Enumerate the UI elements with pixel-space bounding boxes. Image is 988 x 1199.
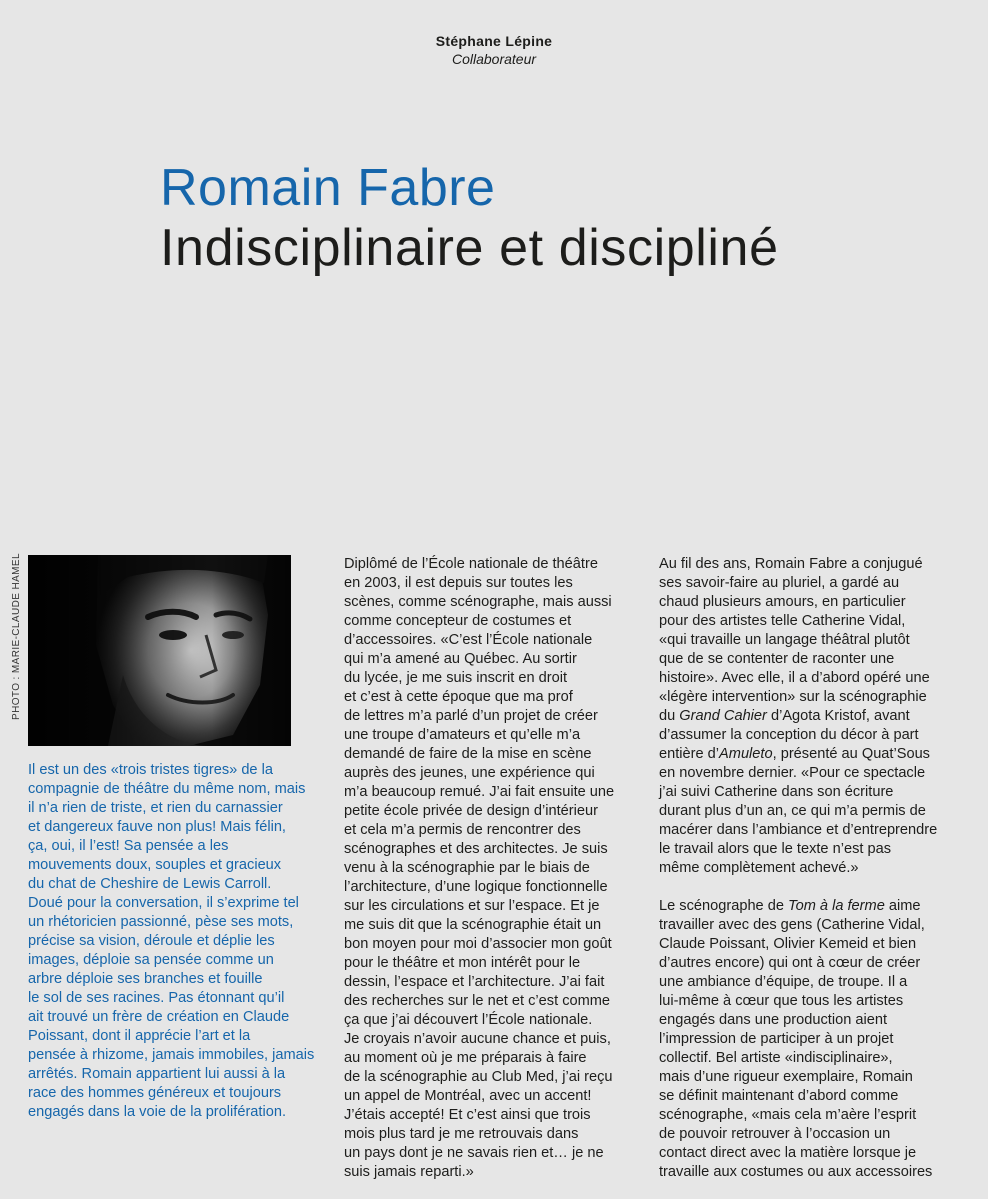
body-line	[659, 897, 964, 916]
body-line: ses savoir-faire au pluriel, a gardé au	[659, 575, 900, 591]
body-line: bon moyen pour moi d’associer mon goût	[344, 936, 612, 952]
body-line: chaud plusieurs amours, en particulier	[659, 594, 906, 610]
body-line: durant plus d’un an, ce qui m’a permis de	[659, 803, 926, 819]
title-name: Romain Fabre	[160, 159, 496, 217]
portrait-illustration	[28, 555, 291, 746]
intro-line: il n’a rien de triste, et rien du carnassier	[28, 800, 283, 816]
body-line: d’assumer la conception du décor à part	[659, 727, 919, 743]
body-line: suis jamais reparti.»	[344, 1164, 474, 1180]
body-line: mais d’une rigueur exemplaire, Romain	[659, 1069, 913, 1085]
intro-line: Il est un des «trois tristes tigres» de la	[28, 762, 273, 778]
body-line: du lycée, je me suis inscrit en droit	[344, 670, 568, 686]
body-line: l’impression de participer à un projet	[659, 1031, 894, 1047]
body-text: entière d’	[659, 746, 720, 762]
body-line: Je croyais n’avoir aucune chance et puis,	[344, 1031, 611, 1047]
intro-line: engagés dans la voie de la prolifération.	[28, 1104, 286, 1120]
body-line: venu à la scénographie par le biais de	[344, 860, 590, 876]
work-title: Grand Cahier	[679, 708, 767, 724]
intro-line: ait trouvé un frère de création en Claude	[28, 1009, 290, 1025]
work-title: Amuleto	[719, 746, 773, 762]
body-line: demandé de faire de la mise en scène	[344, 746, 592, 762]
body-line: lui-même à cœur que tous les artistes	[659, 993, 904, 1009]
body-line: qui m’a amené au Québec. Au sortir	[344, 651, 577, 667]
work-title: Tom à la ferme	[788, 898, 885, 914]
body-line: ça que j’ai découvert l’École nationale.	[344, 1012, 593, 1028]
body-line: même complètement achevé.»	[659, 860, 859, 876]
body-line: une troupe d’amateurs et qu’elle m’a	[344, 727, 581, 743]
body-line: d’autres encore) qui ont à cœur de créer	[659, 955, 921, 971]
body-line: Claude Poissant, Olivier Kemeid et bien	[659, 936, 917, 952]
intro-line: un rhétoricien passionné, pèse ses mots,	[28, 914, 294, 930]
body-line: au moment où je me préparais à faire	[344, 1050, 587, 1066]
intro-line: du chat de Cheshire de Lewis Carroll.	[28, 876, 272, 892]
body-line: de pouvoir retrouver à l’occasion un	[659, 1126, 891, 1142]
body-line: Au fil des ans, Romain Fabre a conjugué	[659, 556, 923, 572]
title-subtitle: Indisciplinaire et discipliné	[160, 219, 779, 277]
author-name: Stéphane Lépine	[435, 33, 553, 49]
body-line	[659, 707, 964, 726]
body-line: auprès des jeunes, une expérience qui	[344, 765, 595, 781]
body-text: d’Agota Kristof, avant	[766, 708, 910, 724]
body-line: pour des artistes telle Catherine Vidal,	[659, 613, 906, 629]
photo-credit: PHOTO : MARIE-CLAUDE HAMEL	[11, 553, 22, 720]
body-line: Diplômé de l’École nationale de théâtre	[344, 556, 598, 572]
body-line: travaille aux costumes ou aux accessoires	[659, 1164, 933, 1180]
body-line: collectif. Bel artiste «indisciplinaire»,	[659, 1050, 893, 1066]
intro-line: mouvements doux, souples et gracieux	[28, 857, 282, 873]
intro-paragraph	[28, 761, 328, 1122]
body-line: et c’est à cette époque que ma prof	[344, 689, 573, 705]
body-line: histoire». Avec elle, il a d’abord opéré une	[659, 670, 930, 686]
body-line: d’accessoires. «C’est l’École nationale	[344, 632, 593, 648]
body-line: «légère intervention» sur la scénographie	[659, 689, 927, 705]
body-line: «qui travaille un langage théâtral plutôt	[659, 632, 910, 648]
intro-line: race des hommes généreux et toujours	[28, 1085, 282, 1101]
portrait-photo	[28, 555, 291, 746]
body-line: se définit maintenant d’abord comme	[659, 1088, 899, 1104]
intro-line: Doué pour la conversation, il s’exprime tel	[28, 895, 299, 911]
body-line: le travail alors que le texte n’est pas	[659, 841, 892, 857]
intro-line: précise sa vision, déroule et déplie les	[28, 933, 275, 949]
body-text: aime	[884, 898, 921, 914]
body-line: une ambiance d’équipe, de troupe. Il a	[659, 974, 908, 990]
body-line: en novembre dernier. «Pour ce spectacle	[659, 765, 926, 781]
intro-line: arrêtés. Romain appartient lui aussi à la	[28, 1066, 286, 1082]
body-line: un pays dont je ne savais rien et… je ne	[344, 1145, 604, 1161]
body-line: scénographe, «mais cela m’aère l’esprit	[659, 1107, 917, 1123]
body-line: scénographes et des architectes. Je suis	[344, 841, 608, 857]
body-line: me suis dit que la scénographie était un	[344, 917, 602, 933]
body-line: scènes, comme scénographe, mais aussi	[344, 594, 612, 610]
body-line: que de se contenter de raconter une	[659, 651, 895, 667]
body-text: du	[659, 708, 680, 724]
body-line: dessin, l’espace et l’architecture. J’ai fait	[344, 974, 605, 990]
body-text: , présenté au Quat’Sous	[772, 746, 930, 762]
intro-line: arbre déploie ses branches et fouille	[28, 971, 263, 987]
intro-line: et dangereux fauve non plus! Mais félin,	[28, 819, 286, 835]
byline	[0, 32, 988, 68]
intro-line: Poissant, dont il apprécie l’art et la	[28, 1028, 251, 1044]
body-line: J’étais accepté! Et c’est ainsi que trois	[344, 1107, 591, 1123]
intro-line: pensée à rhizome, jamais immobiles, jamais	[28, 1047, 315, 1063]
body-line: de la scénographie au Club Med, j’ai reçu	[344, 1069, 613, 1085]
body-line: comme concepteur de costumes et	[344, 613, 572, 629]
body-line: et cela m’a permis de rencontrer des	[344, 822, 581, 838]
body-line: pour le théâtre et mon intérêt pour le	[344, 955, 581, 971]
body-line	[659, 745, 964, 764]
body-line: mois plus tard je me retrouvais dans	[344, 1126, 579, 1142]
article-title	[160, 158, 779, 278]
paragraph-gap	[659, 878, 964, 897]
intro-line: compagnie de théâtre du même nom, mais	[28, 781, 306, 797]
intro-line: ça, oui, il l’est! Sa pensée a les	[28, 838, 229, 854]
body-column-middle	[344, 555, 649, 1182]
intro-line: le sol de ses racines. Pas étonnant qu’il	[28, 990, 285, 1006]
body-line: macérer dans l’ambiance et d’entreprendre	[659, 822, 938, 838]
body-line: des recherches sur le net et c’est comme	[344, 993, 611, 1009]
body-text: Le scénographe de	[659, 898, 789, 914]
body-line: en 2003, il est depuis sur toutes les	[344, 575, 573, 591]
body-line: l’architecture, d’une logique fonctionnelle	[344, 879, 608, 895]
body-line: contact direct avec la matière lorsque je	[659, 1145, 917, 1161]
body-line: m’a beaucoup remué. J’ai fait ensuite une	[344, 784, 615, 800]
body-line: travailler avec des gens (Catherine Vidal,	[659, 917, 925, 933]
body-line: petite école privée de design d’intérieur	[344, 803, 598, 819]
author-role: Collaborateur	[451, 51, 537, 67]
body-line: engagés dans une production aient	[659, 1012, 888, 1028]
body-line: j’ai suivi Catherine dans son écriture	[659, 784, 894, 800]
intro-line: images, déploie sa pensée comme un	[28, 952, 274, 968]
body-line: de lettres m’a parlé d’un projet de créer	[344, 708, 598, 724]
body-column-right	[659, 555, 964, 1182]
body-line: sur les circulations et sur l’espace. Et je	[344, 898, 600, 914]
body-line: un appel de Montréal, avec un accent!	[344, 1088, 592, 1104]
